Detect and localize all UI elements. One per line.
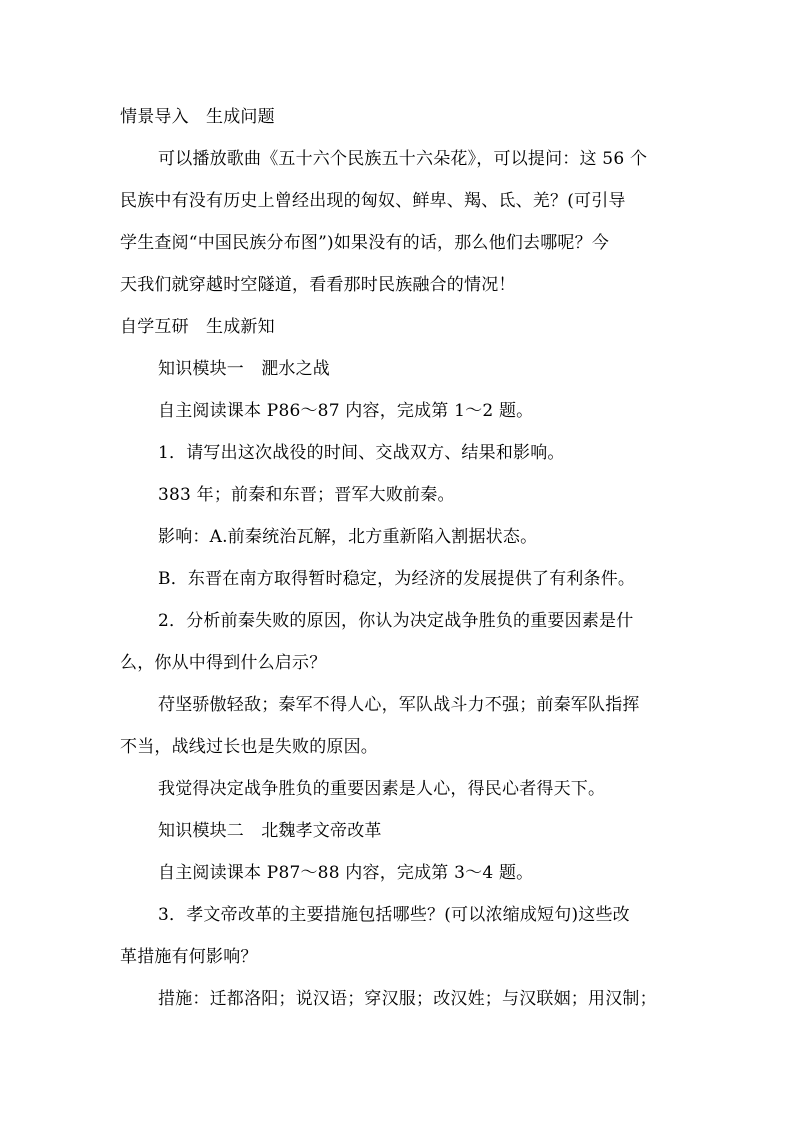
- answer-2-conclusion: 我觉得决定战争胜负的重要因素是人心，得民心者得天下。: [158, 779, 606, 799]
- question-1: 1．请写出这次战役的时间、交战双方、结果和影响。: [158, 443, 565, 463]
- intro-paragraph-line: 民族中有没有历史上曾经出现的匈奴、鲜卑、羯、氐、羌？(可引导: [120, 191, 626, 211]
- question-3-line: 3．孝文帝改革的主要措施包括哪些？(可以浓缩成短句)这些改: [158, 905, 630, 925]
- module-title-1: 知识模块一 淝水之战: [158, 359, 330, 379]
- answer-1: 383 年；前秦和东晋；晋军大败前秦。: [158, 485, 455, 505]
- answer-1-impact-a: 影响：A.前秦统治瓦解，北方重新陷入割据状态。: [158, 527, 538, 547]
- intro-paragraph-line: 学生查阅“中国民族分布图”)如果没有的话，那么他们去哪呢？今: [120, 233, 610, 253]
- module-title-2: 知识模块二 北魏孝文帝改革: [158, 821, 382, 841]
- answer-2-line: 不当，战线过长也是失败的原因。: [120, 737, 378, 757]
- module1-instruction: 自主阅读课本 P86～87 内容，完成第 1～2 题。: [158, 401, 534, 421]
- section-heading-intro: 情景导入 生成问题: [120, 107, 275, 127]
- question-2-line: 么，你从中得到什么启示？: [120, 653, 327, 673]
- question-3-line: 革措施有何影响？: [120, 947, 258, 967]
- intro-paragraph-line: 天我们就穿越时空隧道，看看那时民族融合的情况！: [120, 275, 516, 295]
- intro-paragraph-line: 可以播放歌曲《五十六个民族五十六朵花》，可以提问：这 56 个: [158, 149, 648, 169]
- module2-instruction: 自主阅读课本 P87～88 内容，完成第 3～4 题。: [158, 863, 534, 883]
- question-2-line: 2．分析前秦失败的原因，你认为决定战争胜负的重要因素是什: [158, 611, 634, 631]
- section-heading-self-study: 自学互研 生成新知: [120, 317, 275, 337]
- answer-2-line: 苻坚骄傲轻敌；秦军不得人心，军队战斗力不强；前秦军队指挥: [158, 695, 640, 715]
- answer-3-measures: 措施：迁都洛阳；说汉语；穿汉服；改汉姓；与汉联姻；用汉制；: [158, 989, 657, 1009]
- answer-1-impact-b: B．东晋在南方取得暂时稳定，为经济的发展提供了有利条件。: [158, 569, 636, 589]
